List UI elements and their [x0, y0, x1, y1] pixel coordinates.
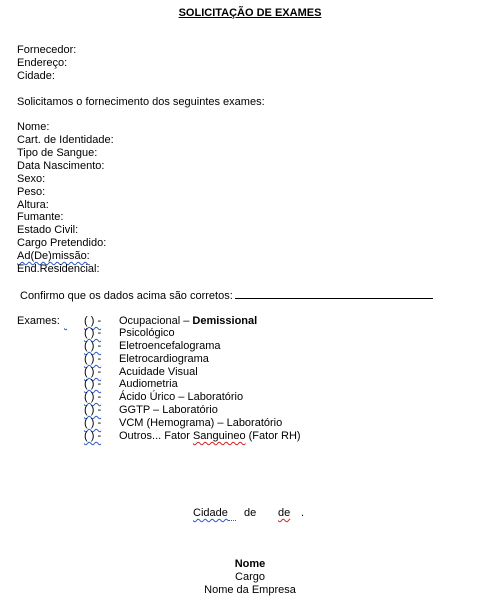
request-text: Solicitamos o fornecimento dos seguintes exames:: [17, 96, 265, 108]
field-identidade: Cart. de Identidade:: [17, 134, 114, 146]
confirm-line: [20, 288, 433, 303]
exam-item: Audiometria: [119, 378, 178, 390]
place-date-end: .: [301, 507, 305, 519]
exam-item: Eletrocardiograma: [119, 353, 209, 365]
exam-item: Acuidade Visual: [119, 366, 198, 378]
field-cargo-pretendido: Cargo Pretendido:: [17, 237, 107, 249]
exam-checkbox[interactable]: ( ) -: [84, 430, 102, 442]
exam-item: Eletroencefalograma: [119, 340, 221, 352]
signer-role: Cargo: [235, 571, 265, 583]
field-estado-civil: Estado Civil:: [17, 224, 79, 236]
city-label: Cidade:: [17, 70, 55, 82]
company-name: Nome da Empresa: [204, 584, 296, 596]
document-title: SOLICITAÇÃO DE EXAMES: [178, 7, 322, 19]
field-data-nascimento: Data Nascimento:: [17, 160, 105, 172]
place-date-city: Cidade: [193, 507, 236, 521]
exams-label: Exames:: [17, 315, 60, 327]
exam-item: Ocupacional – Demissional: [119, 315, 258, 327]
exam-item: Psicológico: [119, 327, 175, 339]
supplier-label: Fornecedor:: [17, 44, 77, 56]
exam-checkbox[interactable]: ( ) -: [84, 327, 102, 339]
confirm-text: Confirmo que os dados acima são corretos:: [20, 290, 233, 302]
exam-checkbox[interactable]: ( ) -: [84, 404, 102, 416]
field-nome: Nome:: [17, 121, 50, 133]
place-date-de2: de: [278, 507, 291, 519]
exam-item: Ácido Úrico – Laboratório: [119, 391, 244, 403]
field-admissao: [17, 250, 90, 263]
exam-checkbox[interactable]: ( ) -: [84, 391, 102, 403]
exam-item: VCM (Hemograma) – Laboratório: [119, 417, 283, 429]
exam-checkbox[interactable]: ( ) -: [84, 340, 102, 352]
field-peso: Peso:: [17, 186, 46, 198]
field-altura: Altura:: [17, 199, 49, 211]
address-label: Endereço:: [17, 57, 68, 69]
exam-checkbox[interactable]: ( ) -: [84, 353, 102, 365]
admissao-text: Ad(De)missão:: [17, 250, 90, 262]
signature-line: [235, 288, 433, 299]
field-tipo-sangue: Tipo de Sangue:: [17, 147, 98, 159]
signer-name: Nome: [234, 558, 266, 570]
place-date-de1: de: [244, 507, 257, 519]
exam-checkbox[interactable]: ( ) -: [84, 366, 102, 378]
exam-checkbox[interactable]: ( ) -: [84, 378, 102, 390]
exam-item: GGTP – Laboratório: [119, 404, 218, 416]
exam-item: Outros... Fator Sanguineo (Fator RH): [119, 430, 301, 442]
exam-checkbox[interactable]: ( ) -: [84, 315, 102, 327]
field-sexo: Sexo:: [17, 173, 46, 185]
field-end-residencial: End.Residencial:: [17, 263, 100, 275]
exam-checkbox[interactable]: ( ) -: [84, 417, 102, 429]
field-fumante: Fumante:: [17, 211, 64, 223]
exams-squiggle: [64, 315, 84, 328]
